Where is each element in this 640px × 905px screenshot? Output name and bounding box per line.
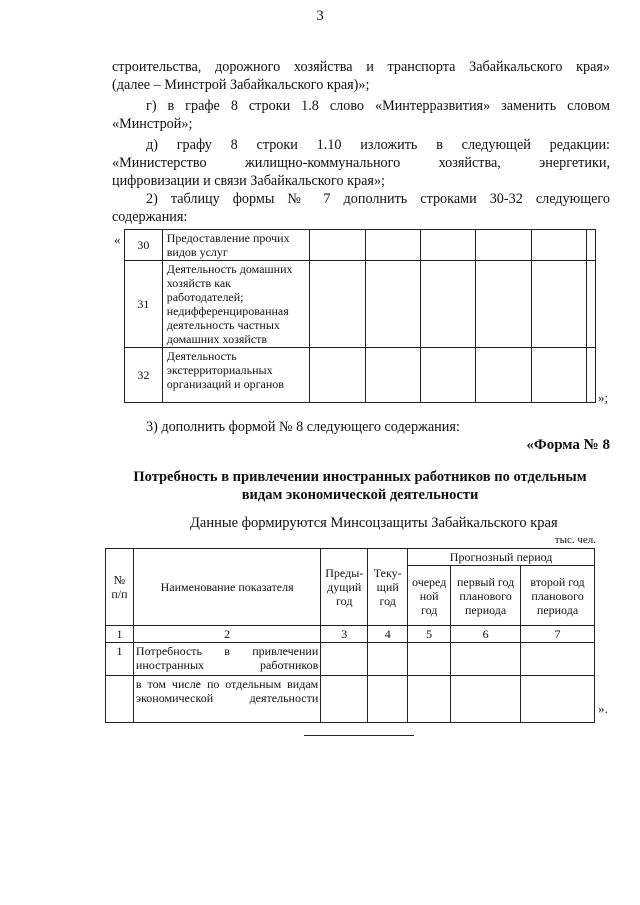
header-name: Наименование показателя xyxy=(133,549,320,626)
close-quote: ». xyxy=(598,701,608,716)
empty-cell xyxy=(586,230,595,261)
empty-cell xyxy=(365,230,420,261)
empty-cell xyxy=(106,676,134,723)
empty-cell xyxy=(531,261,586,348)
empty-cell xyxy=(321,676,368,723)
table-row xyxy=(125,230,596,261)
table-header-row xyxy=(106,549,595,566)
col-number: 2 xyxy=(133,626,320,643)
col-number: 3 xyxy=(321,626,368,643)
paragraph-text: г) в графе 8 строки 1.8 слово «Минтерразвития» заменить словом xyxy=(146,98,610,114)
empty-cell xyxy=(421,348,476,403)
empty-cell xyxy=(476,348,531,403)
form-title: видам экономической деятельности xyxy=(241,487,479,503)
empty-cell xyxy=(586,261,595,348)
close-quote: »; xyxy=(598,390,609,405)
paragraph-text: содержания: xyxy=(112,209,188,225)
paragraph-text: «Минстрой»; xyxy=(112,116,193,132)
empty-cell xyxy=(365,261,420,348)
col-number: 1 xyxy=(106,626,134,643)
page-number: 3 xyxy=(316,8,324,24)
form-label: «Форма № 8 xyxy=(526,437,610,453)
row-text: Предоставление прочих видов услуг xyxy=(162,230,310,261)
form-title: Потребность в привлечении иностранных работников по отдельным xyxy=(133,469,587,485)
paragraph-text: «Министерство жилищно-коммунального хозяйства, энергетики, xyxy=(112,155,610,171)
empty-cell xyxy=(310,348,365,403)
row-number: 32 xyxy=(125,348,163,403)
empty-cell xyxy=(408,676,451,723)
open-quote: « xyxy=(114,232,121,247)
header-forecast: Прогнозный период xyxy=(408,549,595,566)
paragraph-text: д) графу 8 строки 1.10 изложить в следующей редакции: xyxy=(146,137,610,153)
empty-cell xyxy=(531,230,586,261)
empty-cell xyxy=(310,261,365,348)
empty-cell xyxy=(451,643,521,676)
separator-line xyxy=(304,735,414,736)
empty-cell xyxy=(310,230,365,261)
column-numbers-row xyxy=(106,626,595,643)
row-text: Деятельность домашних хозяйств как работодателей; недифференцированная деятельность частных домашних хозяйств xyxy=(162,261,310,348)
form-subtitle: Данные формируются Минсоцзащиты Забайкальского края xyxy=(190,515,558,531)
empty-cell xyxy=(321,643,368,676)
col-number: 7 xyxy=(521,626,595,643)
col-number: 5 xyxy=(408,626,451,643)
empty-cell xyxy=(521,676,595,723)
paragraph-text: строительства, дорожного хозяйства и транспорта Забайкальского края» xyxy=(112,59,610,75)
header-num: № п/п xyxy=(106,549,134,626)
empty-cell xyxy=(476,261,531,348)
header-current-year: Теку-щий год xyxy=(368,549,408,626)
empty-cell xyxy=(421,261,476,348)
table-row xyxy=(125,261,596,348)
row-number: 1 xyxy=(106,643,134,676)
header-first-plan-year: первый год планового периода xyxy=(451,566,521,626)
paragraph-text: (далее – Минстрой Забайкальского края)»; xyxy=(112,77,370,93)
empty-cell xyxy=(451,676,521,723)
empty-cell xyxy=(368,676,408,723)
empty-cell xyxy=(408,643,451,676)
table-row xyxy=(106,676,595,723)
empty-cell xyxy=(476,230,531,261)
paragraph-text: цифровизации и связи Забайкальского края»; xyxy=(112,173,385,189)
col-number: 6 xyxy=(451,626,521,643)
col-number: 4 xyxy=(368,626,408,643)
empty-cell xyxy=(368,643,408,676)
paragraph-text: 2) таблицу формы № 7 дополнить строками 30-32 следующего xyxy=(146,191,610,207)
row-text: Потребность в привлечении иностранных работников xyxy=(133,643,320,676)
row-text: Деятельность экстерриториальных организаций и органов xyxy=(162,348,310,403)
empty-cell xyxy=(365,348,420,403)
header-next-year: очеред ной год xyxy=(408,566,451,626)
empty-cell xyxy=(531,348,586,403)
row-number: 30 xyxy=(125,230,163,261)
row-text: в том числе по отдельным видам экономической деятельности xyxy=(133,676,320,723)
unit-label: тыс. чел. xyxy=(554,534,596,546)
paragraph-text: 3) дополнить формой № 8 следующего содержания: xyxy=(146,419,460,435)
form7-rows-table xyxy=(124,229,596,403)
empty-cell xyxy=(586,348,595,403)
table-row xyxy=(106,643,595,676)
header-prev-year: Преды-дущий год xyxy=(321,549,368,626)
empty-cell xyxy=(521,643,595,676)
empty-cell xyxy=(421,230,476,261)
row-number: 31 xyxy=(125,261,163,348)
form8-table xyxy=(105,548,595,723)
header-second-plan-year: второй год планового периода xyxy=(521,566,595,626)
table-row xyxy=(125,348,596,403)
